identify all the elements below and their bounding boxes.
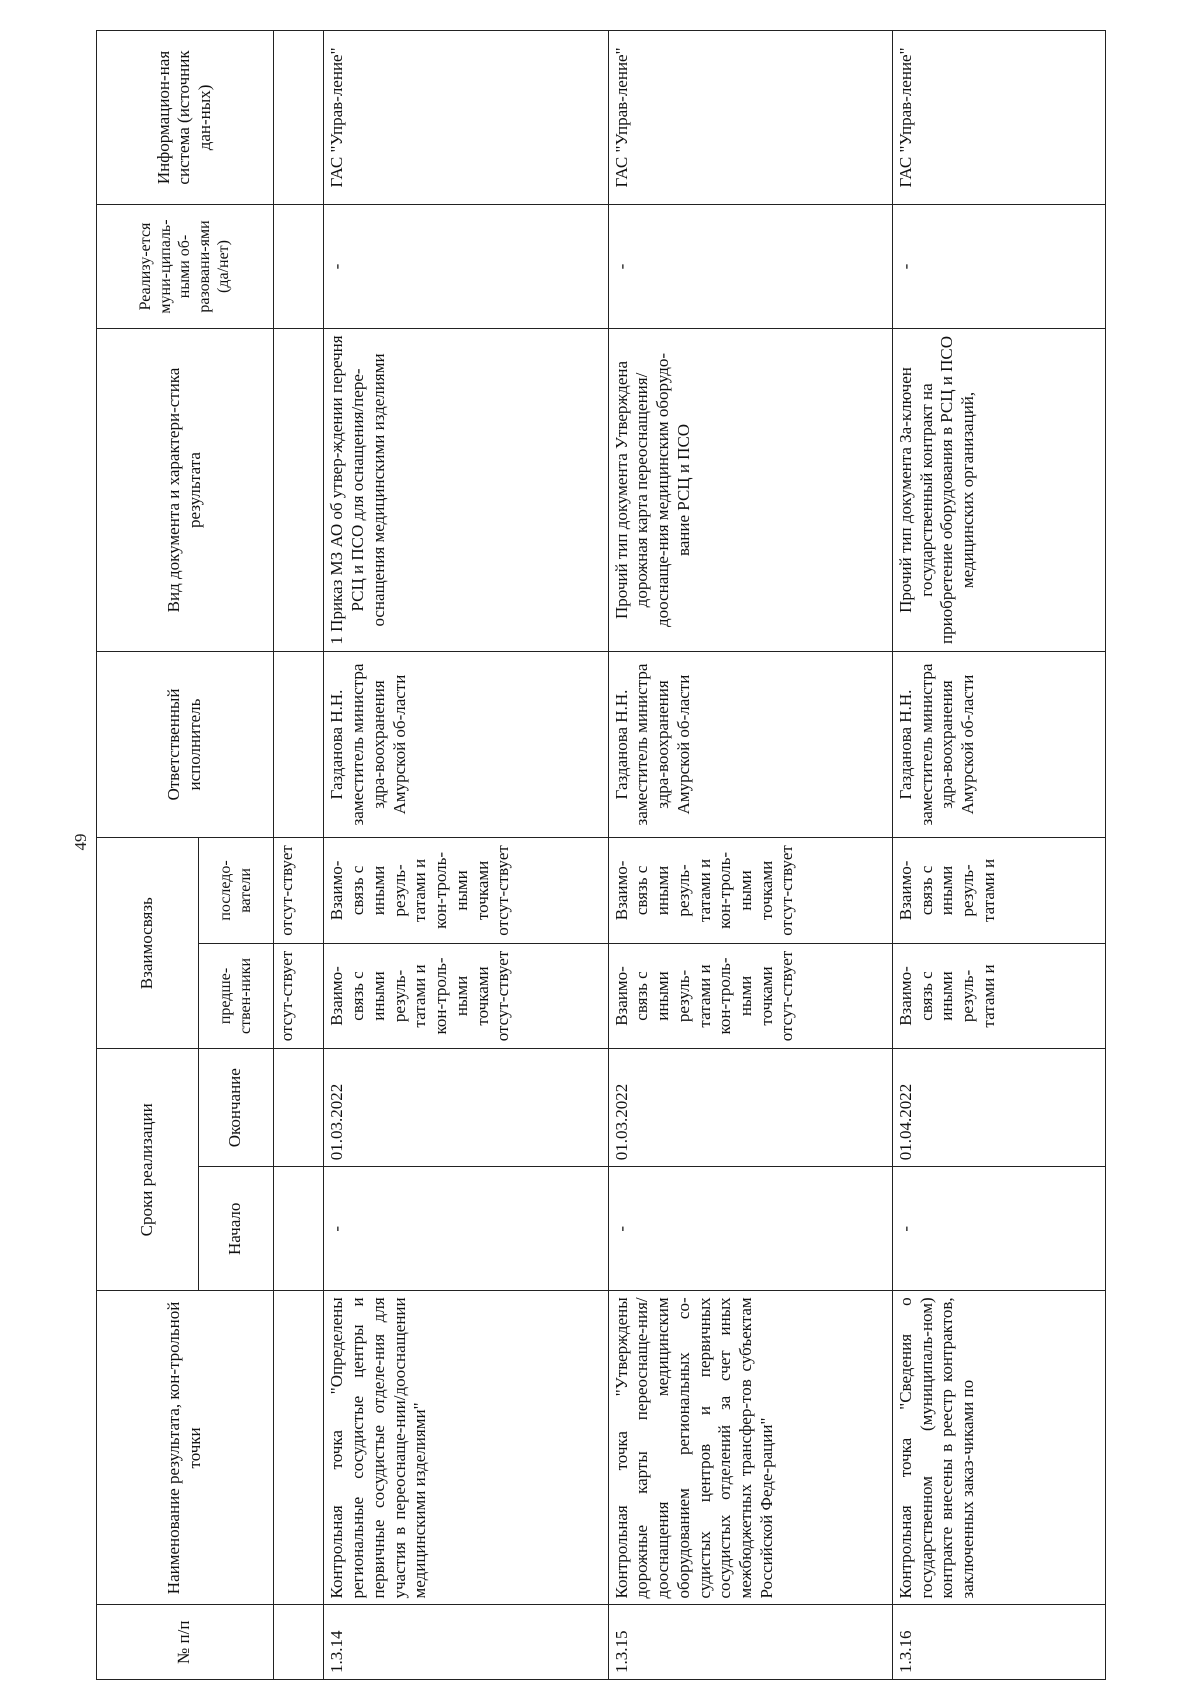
table-row <box>324 31 608 1680</box>
header-start: Начало <box>198 1167 273 1291</box>
header-relation: Взаимосвязь <box>97 838 199 1049</box>
predecessors-cell: Взаимо-связь с иными резуль-татами и кон-троль-ными точками отсут-ствует <box>324 943 608 1049</box>
header-row <box>97 31 199 1680</box>
responsible-cell: Газданова Н.Н. заместитель министра здра-воохранения Амурской об-ласти <box>608 651 892 837</box>
header-info-system: Информацион-ная система (источник дан-ных) <box>97 31 274 205</box>
start-date: - <box>324 1167 608 1291</box>
header-predecessors: предше-ствен-ники <box>198 943 273 1049</box>
page-number: 49 <box>71 833 90 851</box>
document-cell: Прочий тип документа Утверждена дорожная карта переоснащения/дооснаще-ния медицинским оборудо-вание РСЦ и ПСО <box>608 329 892 652</box>
table-cell <box>273 1605 324 1680</box>
successors-cell: Взаимо-связь с иными резуль-татами и кон-троль-ными точками отсут-ствует <box>608 838 892 944</box>
header-num: № п/п <box>97 1605 274 1680</box>
successors-cell: Взаимо-связь с иными резуль-татами и кон-троль-ными точками отсут-ствует <box>324 838 608 944</box>
table-row <box>892 31 1105 1680</box>
header-name: Наименование результата, кон-трольной точки <box>97 1291 274 1605</box>
info-system-cell: ГАС "Управ-ление" <box>608 31 892 205</box>
rotated-page <box>96 30 1106 1680</box>
start-date: - <box>608 1167 892 1291</box>
responsible-cell: Газданова Н.Н. заместитель министра здра-воохранения Амурской об-ласти <box>324 651 608 837</box>
responsible-cell: Газданова Н.Н. заместитель министра здра-воохранения Амурской об-ласти <box>892 651 1105 837</box>
municipal-cell: - <box>324 204 608 328</box>
header-successors: последо-ватели <box>198 838 273 944</box>
header-terms: Сроки реализации <box>97 1049 199 1291</box>
table-cell <box>273 31 324 205</box>
table-cell <box>273 1049 324 1167</box>
table-cell <box>273 204 324 328</box>
header-end: Окончание <box>198 1049 273 1167</box>
result-name: Контрольная точка "Утверждены дорожные карты переоснаще-ния/дооснащения медицинским оборудованием региональных со-судистых центров и первичных сосудистых отделений за счет иных межбюджетных трансфер-тов субъектам Российской Феде-рации" <box>608 1291 892 1605</box>
predecessors-cell: отсут-ствует <box>273 943 324 1049</box>
header-municipal: Реализу-ется муни-ципаль-ными об-разовани-ями (да/нет) <box>97 204 274 328</box>
document-cell: Прочий тип документа За-ключен государственный контракт на приобретение оборудования в РСЦ и ПСО медицинских организаций, <box>892 329 1105 652</box>
start-date: - <box>892 1167 1105 1291</box>
result-name: Контрольная точка "Определены региональные сосудистые центры и первичные сосудистые отделе-ния для участия в переоснаще-нии/дооснащении медицинскими изделиями" <box>324 1291 608 1605</box>
successors-cell: Взаимо-связь с иными резуль-татами и <box>892 838 1105 944</box>
table-row <box>608 31 892 1680</box>
header-document: Вид документа и характери-стика результата <box>97 329 274 652</box>
table-row <box>273 31 324 1680</box>
row-number: 1.3.14 <box>324 1605 608 1680</box>
municipal-cell: - <box>608 204 892 328</box>
header-responsible: Ответственный исполнитель <box>97 651 274 837</box>
table-cell <box>273 651 324 837</box>
info-system-cell: ГАС "Управ-ление" <box>892 31 1105 205</box>
successors-cell: отсут-ствует <box>273 838 324 944</box>
document-cell: 1 Приказ МЗ АО об утвер-ждении перечня РСЦ и ПСО для оснащения/пере-оснащения медицинскими изделиями <box>324 329 608 652</box>
table-cell <box>273 329 324 652</box>
info-system-cell: ГАС "Управ-ление" <box>324 31 608 205</box>
municipal-cell: - <box>892 204 1105 328</box>
row-number: 1.3.16 <box>892 1605 1105 1680</box>
predecessors-cell: Взаимо-связь с иными резуль-татами и <box>892 943 1105 1049</box>
table-cell <box>273 1167 324 1291</box>
end-date: 01.03.2022 <box>608 1049 892 1167</box>
row-number: 1.3.15 <box>608 1605 892 1680</box>
end-date: 01.04.2022 <box>892 1049 1105 1167</box>
predecessors-cell: Взаимо-связь с иными резуль-татами и кон-троль-ными точками отсут-ствует <box>608 943 892 1049</box>
results-table <box>96 30 1106 1680</box>
table-cell <box>273 1291 324 1605</box>
result-name: Контрольная точка "Сведения о государственном (муниципаль-ном) контракте внесены в реестр контрактов, заключенных заказ-чиками по <box>892 1291 1105 1605</box>
end-date: 01.03.2022 <box>324 1049 608 1167</box>
